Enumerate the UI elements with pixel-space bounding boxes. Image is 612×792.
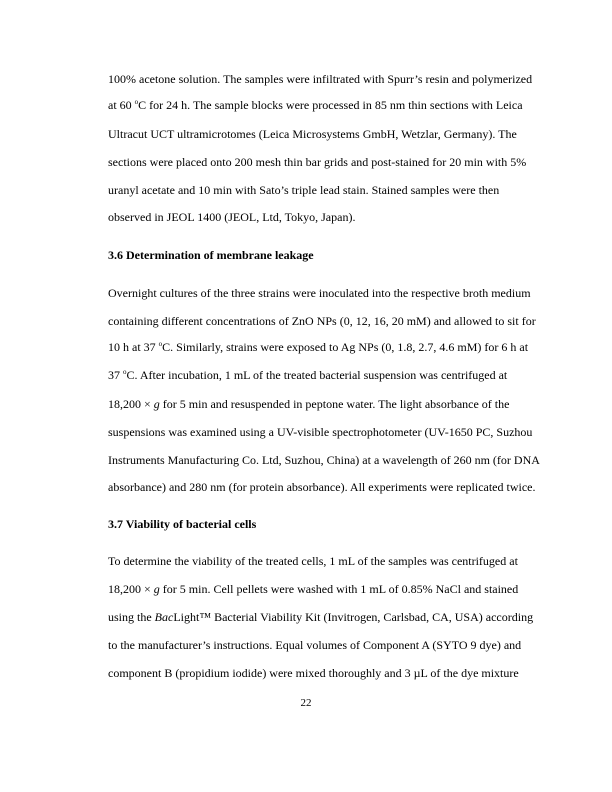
paragraph-2-line-5: 18,200 × g for 5 min and resuspended in peptone water. The light absorbance of the (108, 397, 510, 411)
paragraph-2-line-7: Instruments Manufacturing Co. Ltd, Suzhou, China) at a wavelength of 260 nm (for DNA (108, 453, 540, 467)
paragraph-2-line-8: absorbance) and 280 nm (for protein absorbance). All experiments were replicated twice. (108, 480, 536, 494)
section-heading-3-7: 3.7 Viability of bacterial cells (108, 517, 257, 531)
page-number: 22 (300, 697, 312, 709)
paragraph-3-line-2: 18,200 × g for 5 min. Cell pellets were washed with 1 mL of 0.85% NaCl and stained (108, 582, 519, 596)
paragraph-2-line-1: Overnight cultures of the three strains were inoculated into the respective broth medium (108, 286, 531, 300)
paragraph-1-line-4: sections were placed onto 200 mesh thin bar grids and post-stained for 20 min with 5% (108, 155, 527, 169)
paragraph-1-line-1: 100% acetone solution. The samples were infiltrated with Spurr’s resin and polymerized (108, 72, 533, 86)
paragraph-1-line-6: observed in JEOL 1400 (JEOL, Ltd, Tokyo, Japan). (108, 210, 356, 224)
paragraph-1-line-2: at 60 $^o$C for 24 h. The sample blocks were processed in 85 nm thin sections with Leica (108, 98, 523, 112)
section-heading-3-6: 3.6 Determination of membrane leakage (108, 248, 314, 262)
paragraph-2-line-4: 37 $^o$C. After incubation, 1 mL of the treated bacterial suspension was centrifuged at (108, 368, 508, 382)
paragraph-2-line-3: 10 h at 37 $^o$C. Similarly, strains were exposed to Ag NPs (0, 1.8, 2.7, 4.6 mM) for 6 h at (108, 340, 529, 354)
paragraph-3-line-3: using the BacLight™ Bacterial Viability Kit (Invitrogen, Carlsbad, CA, USA) according (108, 610, 534, 624)
paragraph-3-line-5: component B (propidium iodide) were mixed thoroughly and 3 µL of the dye mixture (108, 666, 519, 680)
paragraph-1-line-3: Ultracut UCT ultramicrotomes (Leica Microsystems GmbH, Wetzlar, Germany). The (108, 127, 517, 141)
paragraph-3-line-1: To determine the viability of the treated cells, 1 mL of the samples was centrifuged at (108, 554, 518, 568)
paragraph-3-line-4: to the manufacturer’s instructions. Equal volumes of Component A (SYTO 9 dye) and (108, 638, 522, 652)
paragraph-2-line-2: containing different concentrations of ZnO NPs (0, 12, 16, 20 mM) and allowed to sit for (108, 314, 536, 328)
paragraph-1-line-5: uranyl acetate and 10 min with Sato’s triple lead stain. Stained samples were then (108, 183, 500, 197)
paragraph-2-line-6: suspensions was examined using a UV-visible spectrophotometer (UV-1650 PC, Suzhou (108, 425, 533, 439)
